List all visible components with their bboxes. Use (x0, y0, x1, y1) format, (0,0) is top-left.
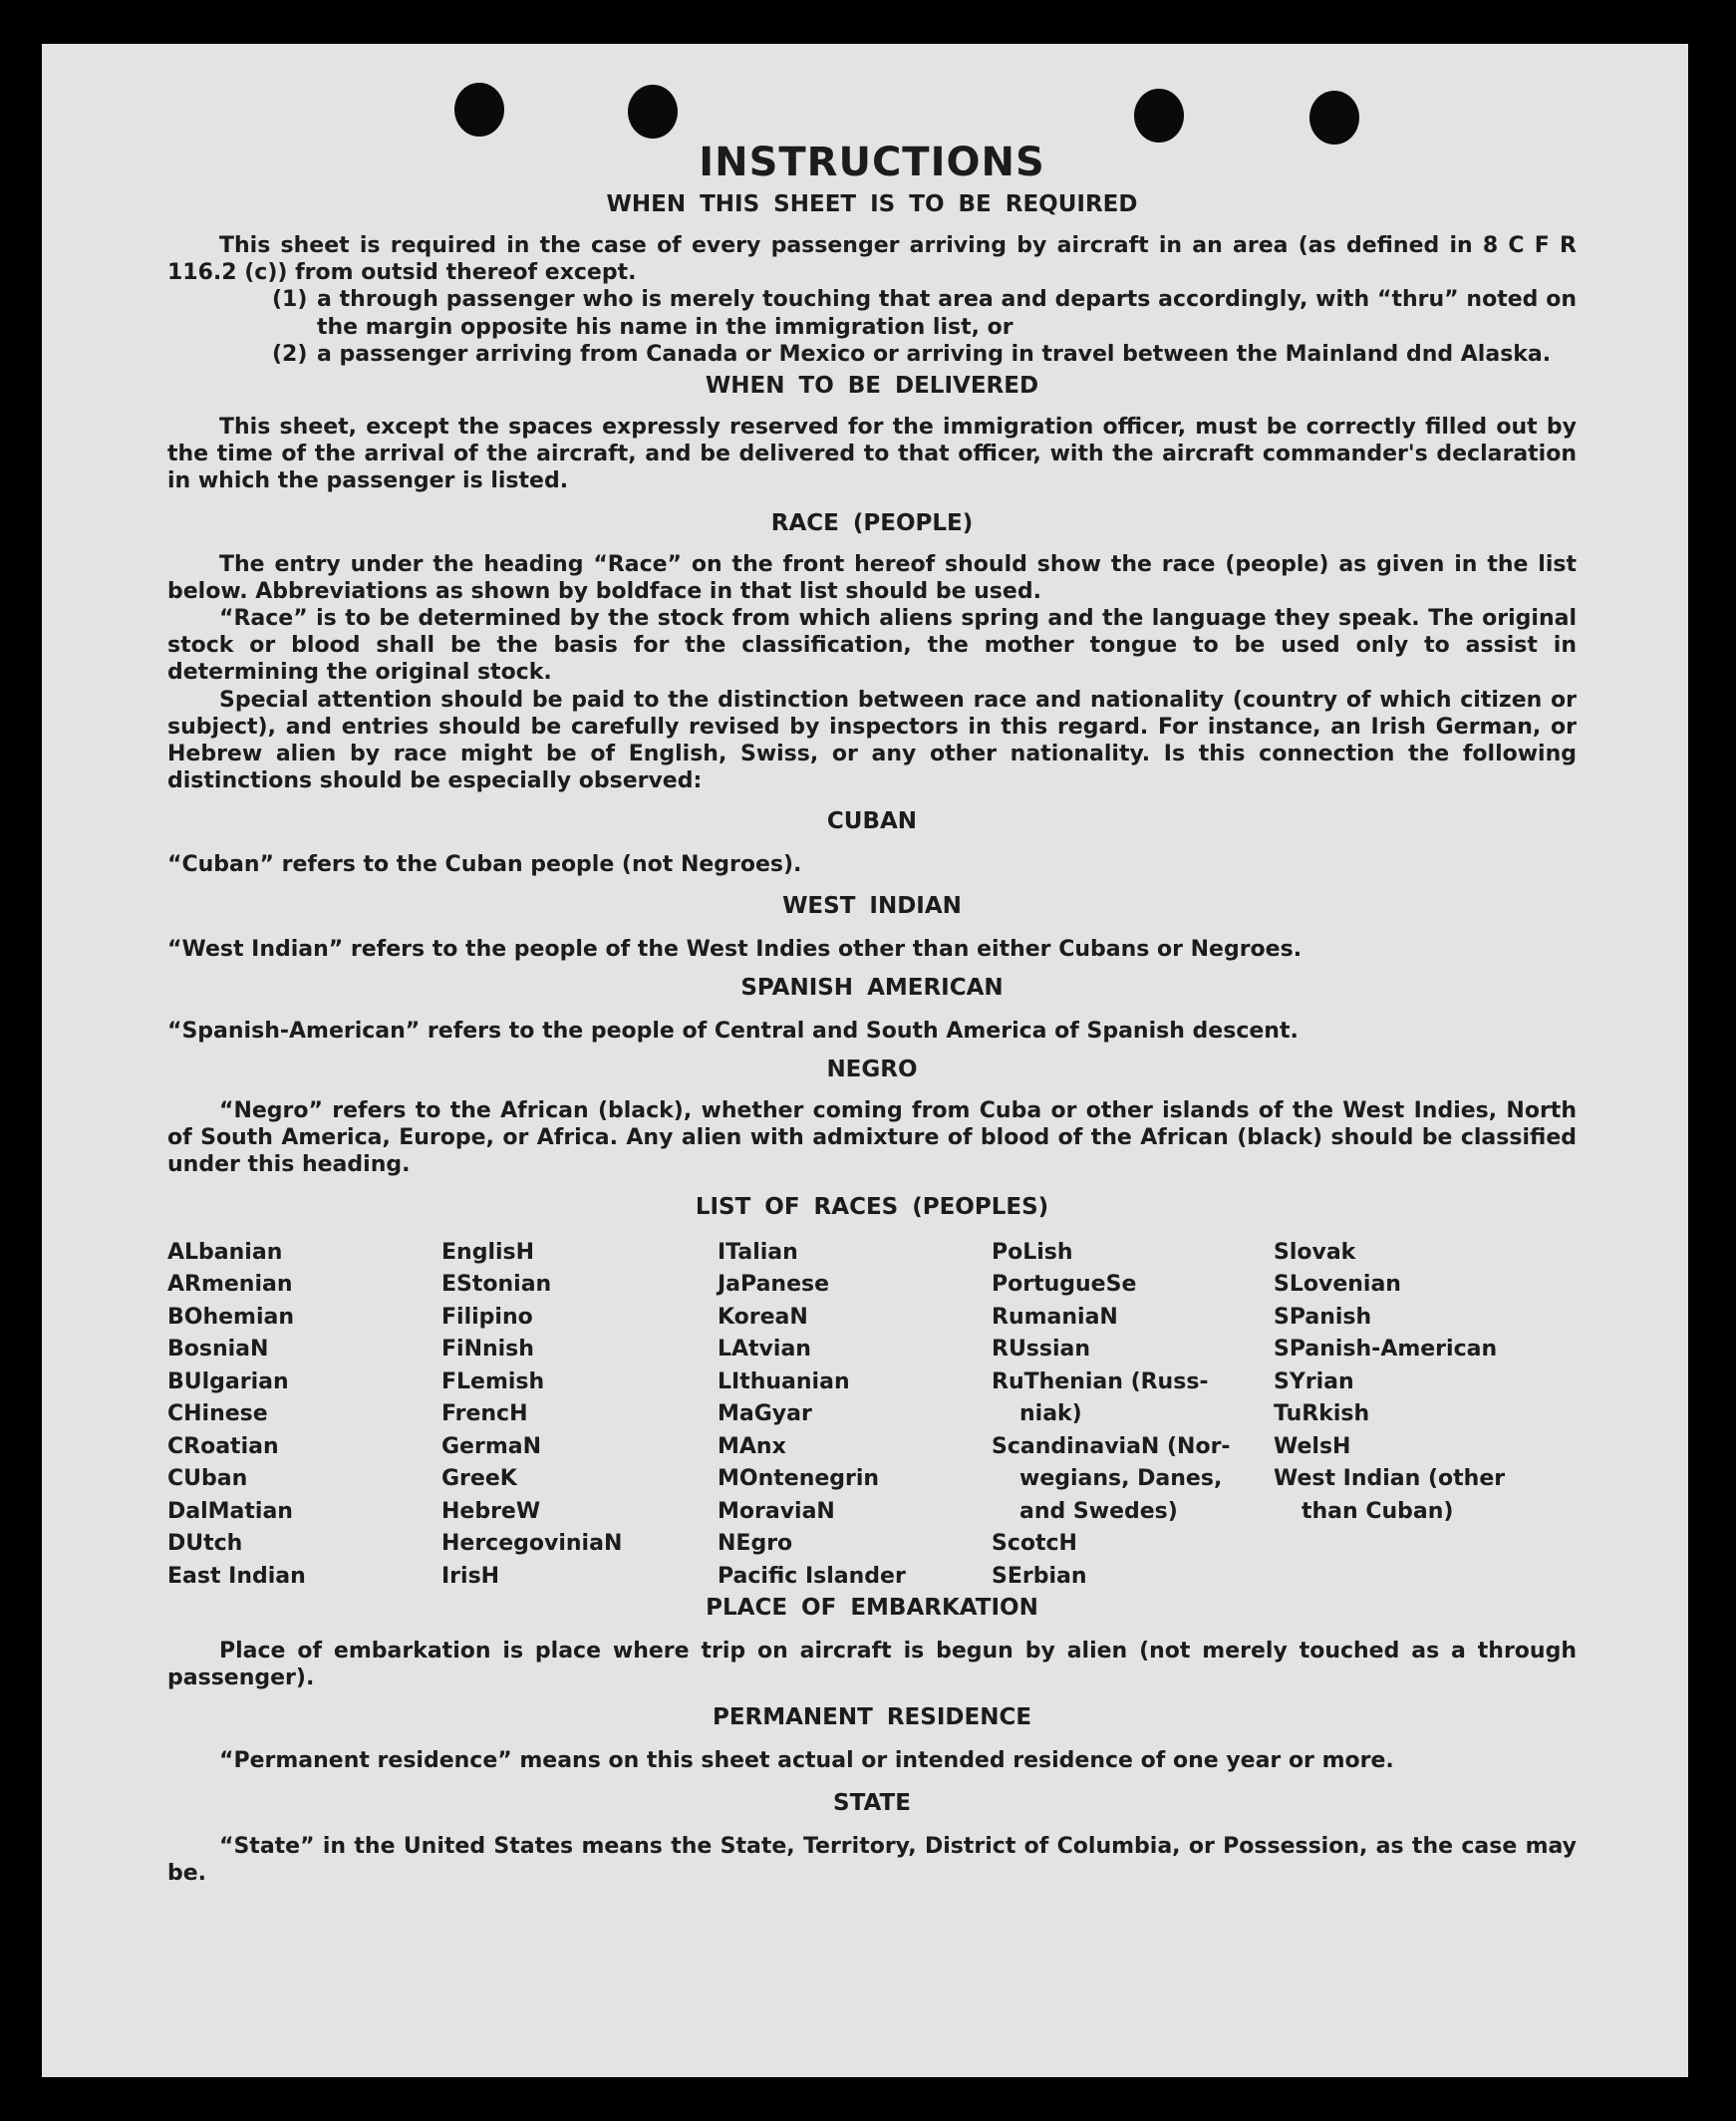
paragraph: Special attention should be paid to the distinction between race and nationality (country of which citizen or subject), and entries should be carefully revised by inspectors in this regard. For instance, an Irish German, or Hebrew alien by race might be of English, Swiss, or any other nationality. Is this connection the following distinctions should be especially observed: (167, 687, 1577, 794)
paragraph: The entry under the heading “Race” on the front hereof should show the race (people) as given in the list below. Abbreviations as shown by boldface in that list should be used. (167, 551, 1577, 604)
races-list (167, 1237, 1577, 1594)
race-entry: SYrian (1274, 1368, 1354, 1394)
race-entry: GermaN (441, 1433, 542, 1459)
document-page (42, 44, 1688, 2077)
section-heading-required: WHEN THIS SHEET IS TO BE REQUIRED (606, 191, 1138, 217)
race-entry: MOntenegrin (718, 1466, 880, 1492)
paragraph: Place of embarkation is place where trip on aircraft is begun by alien (not merely touched as a through passenger). (167, 1639, 1577, 1691)
punch-hole (454, 83, 504, 137)
race-entry: LAtvian (718, 1337, 811, 1363)
race-entry: RuThenian (Russ- (992, 1368, 1209, 1394)
paragraph: This sheet, except the spaces expressly reserved for the immigration officer, must be correctly filled out by the time of the arrival of the aircraft, and be delivered to that officer, with the aircraft commander's declaration in which the passenger is listed. (167, 415, 1577, 494)
section-heading-race: RACE (PEOPLE) (770, 509, 974, 536)
race-entry: and Swedes) (1019, 1498, 1178, 1524)
race-entry: niak) (1019, 1401, 1082, 1427)
race-entry: BUlgarian (167, 1368, 289, 1394)
race-entry: than Cuban) (1302, 1498, 1454, 1524)
race-entry: BosniaN (167, 1337, 269, 1363)
paragraph: “Cuban” refers to the Cuban people (not Negroes). (167, 852, 802, 878)
paragraph: This sheet is required in the case of every passenger arriving by aircraft in an area (as defined in 8 C F R 116.2 (c)) from outsid thereof except. (167, 233, 1577, 286)
section-heading-west-indian: WEST INDIAN (782, 892, 962, 919)
race-entry: PortugueSe (992, 1272, 1137, 1298)
race-entry: TuRkish (1274, 1401, 1370, 1427)
item-text: a through passenger who is merely touching that area and departs accordingly, with “thru” noted on the margin opposite his name in the immigration list, or (317, 287, 1577, 340)
races-column (441, 1237, 718, 1594)
section-heading-list-of-races: LIST OF RACES (PEOPLES) (695, 1193, 1049, 1220)
race-entry: ALbanian (167, 1239, 283, 1265)
race-entry: CUban (167, 1466, 248, 1492)
race-entry: wegians, Danes, (1019, 1466, 1223, 1492)
race-entry: LIthuanian (718, 1368, 850, 1394)
race-entry: FiNnish (441, 1337, 534, 1363)
race-entry: JaPanese (718, 1272, 830, 1298)
punch-hole (628, 85, 678, 139)
paragraph: “Race” is to be determined by the stock from which aliens spring and the language they speak. The original stock or blood shall be the basis for the classification, the mother tongue to be used only to assist in determining the original stock. (167, 606, 1577, 686)
races-column (167, 1237, 441, 1594)
race-entry: EnglisH (441, 1239, 535, 1265)
race-entry: Pacific Islander (718, 1563, 906, 1589)
item-text: a passenger arriving from Canada or Mexico or arriving in travel between the Mainland dnd Alaska. (317, 341, 1552, 367)
races-column (992, 1237, 1274, 1594)
punch-hole (1134, 89, 1184, 143)
race-entry: CHinese (167, 1401, 268, 1427)
race-entry: MoraviaN (718, 1498, 835, 1524)
section-heading-permanent-residence: PERMANENT RESIDENCE (712, 1703, 1032, 1730)
paragraph: “State” in the United States means the State, Territory, District of Columbia, or Possession, as the case may be. (167, 1833, 1577, 1886)
race-entry: RumaniaN (992, 1304, 1118, 1330)
race-entry: WelsH (1274, 1433, 1351, 1459)
paragraph: “Spanish-American” refers to the people of Central and South America of Spanish descent. (167, 1018, 1299, 1044)
page-title: INSTRUCTIONS (699, 140, 1045, 185)
race-entry: RUssian (992, 1337, 1091, 1363)
item-number: (2) (272, 341, 308, 367)
race-entry: PoLish (992, 1239, 1073, 1265)
paragraph: “Negro” refers to the African (black), whether coming from Cuba or other islands of the West Indies, North of South America, Europe, or Africa. Any alien with admixture of blood of the African (black) should be classified under this heading. (167, 1098, 1577, 1178)
item-number: (1) (272, 287, 308, 313)
race-entry: DUtch (167, 1531, 243, 1557)
paragraph: “Permanent residence” means on this sheet actual or intended residence of one year or more. (219, 1747, 1394, 1773)
punch-hole (1309, 91, 1359, 145)
race-entry: BOhemian (167, 1304, 295, 1330)
race-entry: HebreW (441, 1498, 541, 1524)
race-entry: FrencH (441, 1401, 528, 1427)
race-entry: EStonian (441, 1272, 552, 1298)
list-item (272, 341, 1577, 368)
race-entry: FLemish (441, 1368, 545, 1394)
section-heading-cuban: CUBAN (826, 808, 918, 835)
race-entry: GreeK (441, 1466, 517, 1492)
paragraph: “West Indian” refers to the people of the West Indies other than either Cubans or Negroes. (167, 936, 1302, 962)
race-entry: HercegoviniaN (441, 1531, 623, 1557)
race-entry: Slovak (1274, 1239, 1356, 1265)
section-heading-negro: NEGRO (826, 1057, 918, 1083)
section-heading-delivered: WHEN TO BE DELIVERED (705, 373, 1039, 400)
races-column (1274, 1237, 1577, 1594)
race-entry: ITalian (718, 1239, 798, 1265)
race-entry: SPanish (1274, 1304, 1372, 1330)
race-entry: SPanish-American (1274, 1337, 1498, 1363)
race-entry: West Indian (other (1274, 1466, 1506, 1492)
race-entry: IrisH (441, 1563, 500, 1589)
race-entry: SErbian (992, 1563, 1087, 1589)
instructions-content (167, 140, 1577, 1887)
race-entry: SLovenian (1274, 1272, 1401, 1298)
races-column (718, 1237, 992, 1594)
race-entry: MaGyar (718, 1401, 812, 1427)
section-heading-state: STATE (833, 1789, 911, 1816)
race-entry: Filipino (441, 1304, 533, 1330)
race-entry: ScotcH (992, 1531, 1077, 1557)
race-entry: ARmenian (167, 1272, 293, 1298)
section-heading-embarkation: PLACE OF EMBARKATION (706, 1595, 1038, 1622)
race-entry: ScandinaviaN (Nor- (992, 1433, 1231, 1459)
section-heading-spanish-american: SPANISH AMERICAN (740, 974, 1004, 1001)
list-item (272, 286, 1577, 340)
race-entry: MAnx (718, 1433, 786, 1459)
race-entry: East Indian (167, 1563, 306, 1589)
race-entry: CRoatian (167, 1433, 279, 1459)
race-entry: NEgro (718, 1531, 793, 1557)
race-entry: KoreaN (718, 1304, 808, 1330)
race-entry: DalMatian (167, 1498, 293, 1524)
